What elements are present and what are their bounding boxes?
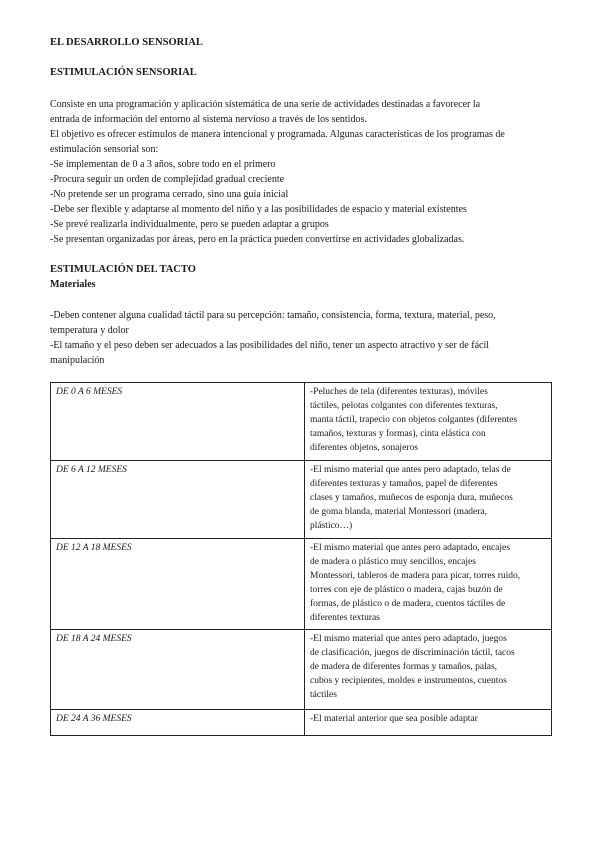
list-item: -Debe ser flexible y adaptarse al momento del niño y a las posibilidades de espacio y material existentes bbox=[50, 204, 467, 215]
table-row bbox=[51, 461, 552, 539]
cell-line: Montessori, tableros de madera para picar, torres ruido, bbox=[310, 570, 521, 581]
age-cell: DE 12 A 18 MESES bbox=[51, 539, 305, 630]
body-line: estimulación sensorial son: bbox=[50, 144, 159, 155]
age-cell: DE 0 A 6 MESES bbox=[51, 383, 305, 461]
cell-line: torres con eje de plástico o madera, cajas buzón de bbox=[310, 584, 503, 595]
cell-line: -El mismo material que antes pero adaptado, telas de bbox=[310, 465, 511, 475]
section-heading-sensorial: ESTIMULACIÓN SENSORIAL bbox=[50, 67, 197, 78]
cell-line: de madera o plástico muy sencillos, encajes bbox=[310, 556, 476, 567]
materials-cell bbox=[305, 461, 552, 539]
cell-line: -Peluches de tela (diferentes texturas), móviles bbox=[310, 387, 488, 397]
cell-line: tamaños, texturas y formas), cinta elástica con bbox=[310, 428, 486, 439]
cell-line: de clasificación, juegos de discriminación táctil, tacos bbox=[310, 648, 515, 659]
list-item: -Se presentan organizadas por áreas, pero en la práctica pueden convertirse en actividades globalizadas. bbox=[50, 234, 465, 245]
materials-cell bbox=[305, 710, 552, 736]
list-item: -Procura seguir un orden de complejidad gradual creciente bbox=[50, 174, 285, 185]
materials-cell bbox=[305, 630, 552, 710]
materials-cell bbox=[305, 383, 552, 461]
cell-line: formas, de plástico o de madera, cuentos táctiles de bbox=[310, 598, 506, 609]
cell-line: táctiles, pelotas colgantes con diferentes texturas, bbox=[310, 400, 498, 411]
body-line: entrada de información del entorno al sistema nervioso a través de los sentidos. bbox=[50, 114, 367, 125]
cell-line: de goma blanda, material Montessori (madera, bbox=[310, 506, 488, 517]
cell-line: diferentes texturas y tamaños, papel de diferentes bbox=[310, 478, 498, 489]
cell-line: diferentes texturas bbox=[310, 612, 380, 623]
body-line: Consiste en una programación y aplicación sistemática de una serie de actividades destinadas a favorecer la bbox=[50, 99, 481, 110]
cell-line: táctiles bbox=[310, 690, 337, 701]
list-item: -Se prevé realizarla individualmente, pero se pueden adaptar a grupos bbox=[50, 219, 329, 230]
cell-line: -El mismo material que antes pero adaptado, encajes bbox=[310, 543, 510, 553]
section-heading-tacto: ESTIMULACIÓN DEL TACTO bbox=[50, 264, 196, 275]
body-line: -El tamaño y el peso deben ser adecuados a las posibilidades del niño, tener un aspecto atractivo y ser de fácil bbox=[50, 340, 490, 351]
cell-line: manta táctil, trapecio con objetos colgantes (diferentes bbox=[310, 414, 518, 425]
cell-line: plástico…) bbox=[310, 520, 353, 531]
table-row bbox=[51, 710, 552, 736]
age-cell: DE 24 A 36 MESES bbox=[51, 710, 305, 736]
cell-line: -El material anterior que sea posible adaptar bbox=[310, 714, 478, 725]
cell-line: diferentes objetos, sonajeros bbox=[310, 442, 418, 453]
table-row bbox=[51, 630, 552, 710]
body-line: El objetivo es ofrecer estímulos de manera intencional y programada. Algunas características de los programas de bbox=[50, 129, 505, 140]
cell-line: clases y tamaños, muñecos de esponja dura, muñecos bbox=[310, 492, 513, 503]
body-line: temperatura y dolor bbox=[50, 325, 129, 336]
body-line: -Deben contener alguna cualidad táctil para su percepción: tamaño, consistencia, forma, textura, material, peso, bbox=[50, 310, 496, 321]
list-item: -No pretende ser un programa cerrado, sino una guía inicial bbox=[50, 189, 289, 200]
cell-line: -El mismo material que antes pero adaptado, juegos bbox=[310, 634, 507, 645]
age-cell: DE 6 A 12 MESES bbox=[51, 461, 305, 539]
document-title: EL DESARROLLO SENSORIAL bbox=[50, 37, 203, 48]
section-subheading-materiales: Materiales bbox=[50, 279, 96, 290]
cell-line: de madera de diferentes formas y tamaños, palas, bbox=[310, 662, 498, 673]
table-row bbox=[51, 383, 552, 461]
list-item: -Se implementan de 0 a 3 años, sobre todo en el primero bbox=[50, 159, 276, 170]
age-cell: DE 18 A 24 MESES bbox=[51, 630, 305, 710]
materials-table bbox=[50, 382, 552, 736]
table-row bbox=[51, 539, 552, 630]
cell-line: cubos y recipientes, moldes e instrumentos, cuentos bbox=[310, 676, 507, 687]
body-line: manipulación bbox=[50, 355, 105, 366]
materials-cell bbox=[305, 539, 552, 630]
